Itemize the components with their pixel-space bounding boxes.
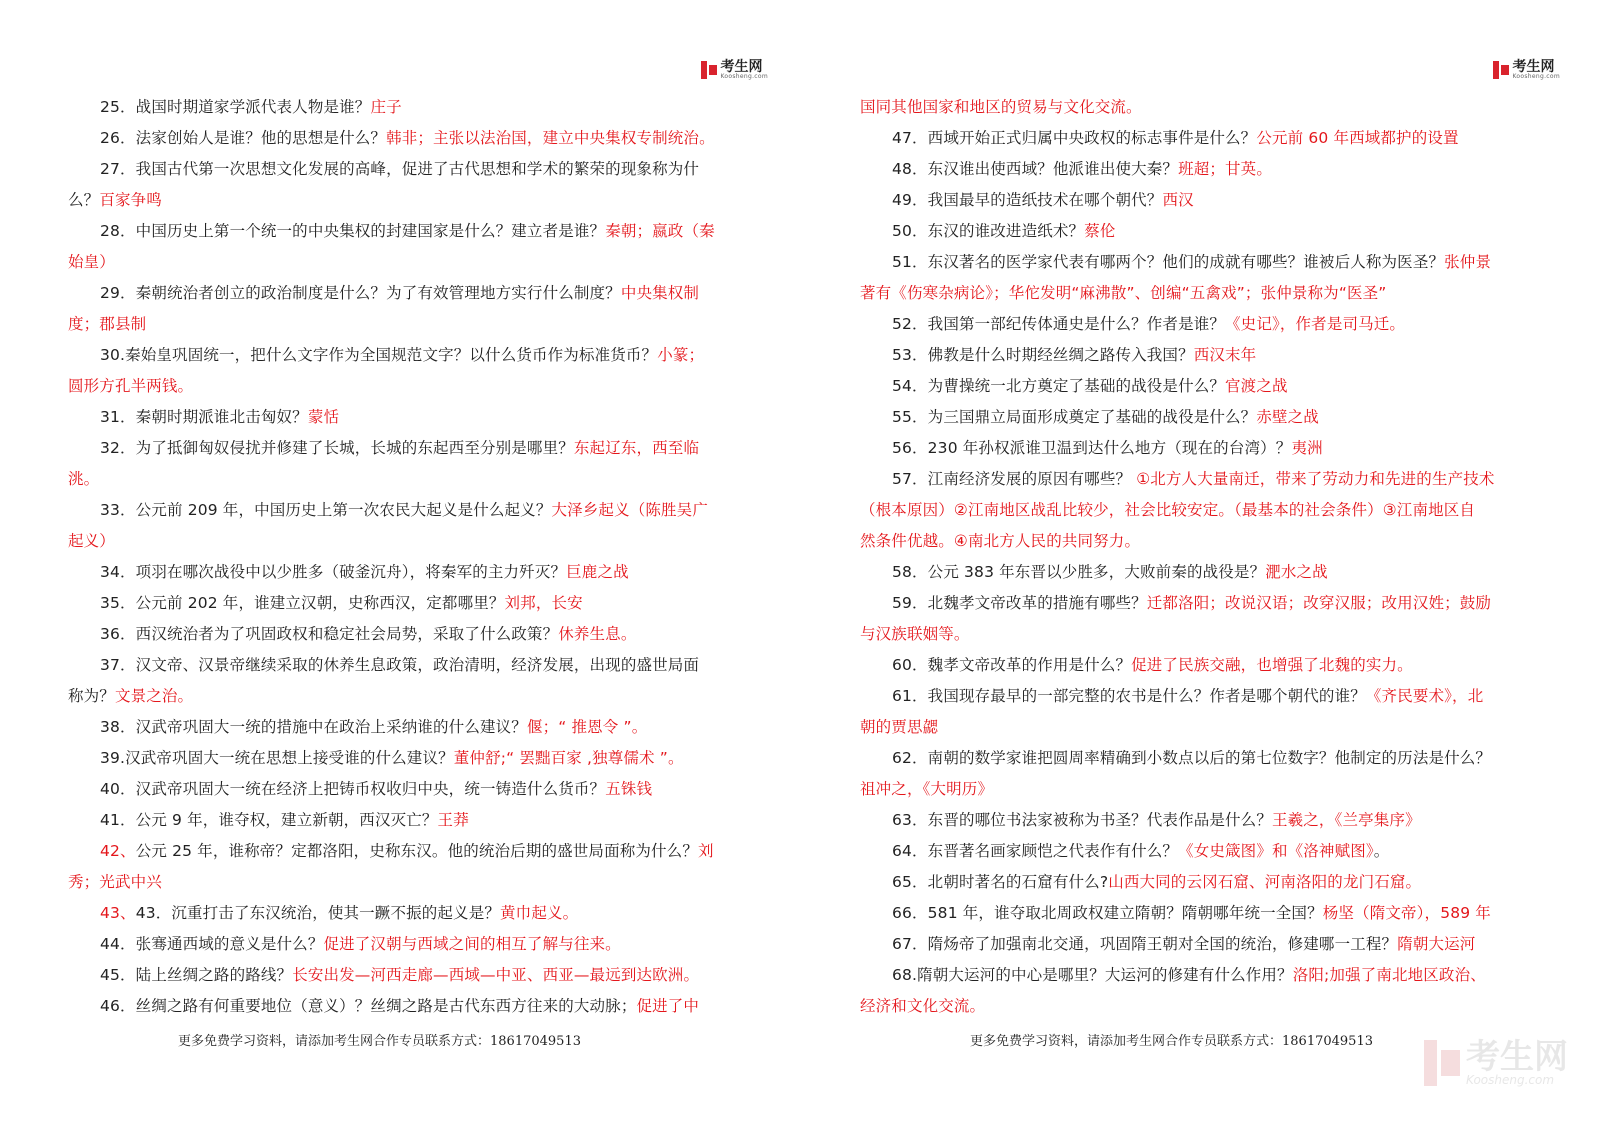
qa-line (68, 774, 708, 805)
qa-line (68, 526, 708, 557)
qa-line (860, 929, 1500, 960)
question-text: 41．公元 9 年，谁夺权，建立新朝，西汉灭亡？ (100, 811, 438, 829)
qa-line (68, 402, 708, 433)
left-qa-list (68, 92, 715, 1022)
question-text: 54．为曹操统一北方奠定了基础的战役是什么？ (892, 377, 1226, 395)
question-text: 58．公元 383 年东晋以少胜多，大败前秦的战役是？ (892, 563, 1266, 581)
answer-text: 始皇） (68, 253, 115, 271)
answer-text: 洮。 (68, 470, 100, 488)
answer-text: 西汉 (1162, 191, 1194, 209)
qa-line (68, 123, 715, 154)
question-text: 53．佛教是什么时期经丝绸之路传入我国？ (892, 346, 1194, 364)
answer-text: 长安出发—河西走廊—西域—中亚、西亚—最远到达欧洲。 (292, 966, 700, 984)
answer-text: 官渡之战 (1225, 377, 1288, 395)
qa-line (68, 650, 708, 681)
qa-line (68, 495, 708, 526)
logo-subtext: Koosheng.com (720, 73, 768, 80)
answer-text: 迁都洛阳；改说汉语；改穿汉服；改用汉姓；鼓励 (1146, 594, 1492, 612)
question-text: 称为？ (68, 687, 115, 705)
question-text: 25．战国时期道家学派代表人物是谁？ (100, 98, 371, 116)
question-text: 28．中国历史上第一个统一的中央集权的封建国家是什么？建立者是谁？ (100, 222, 606, 240)
qa-line (860, 867, 1500, 898)
qa-line (860, 92, 1500, 123)
answer-text: 张仲景 (1444, 253, 1492, 271)
watermark-text: 考生网 (1466, 1037, 1568, 1077)
qa-line (68, 247, 708, 278)
qa-line (860, 495, 1500, 526)
answer-text: 刘邦，长安 (504, 594, 583, 612)
answer-text: 黄巾起义。 (500, 904, 579, 922)
qa-line (860, 619, 1500, 650)
question-text: 68.隋朝大运河的中心是哪里？大运河的修建有什么作用？ (892, 966, 1293, 984)
qa-line (860, 154, 1500, 185)
qa-line (68, 309, 708, 340)
qa-line (68, 340, 708, 371)
answer-text: 赤壁之战 (1256, 408, 1319, 426)
qa-line (860, 309, 1500, 340)
answer-text: 洛阳;加强了南北地区政治、 (1292, 966, 1486, 984)
question-text: 61．我国现存最早的一部完整的农书是什么？作者是哪个朝代的谁？ (892, 687, 1366, 705)
logo-subtext: Koosheng.com (1512, 73, 1560, 80)
qa-line (68, 92, 708, 123)
answer-text: 促进了汉朝与西域之间的相互了解与往来。 (323, 935, 621, 953)
qa-line (68, 712, 708, 743)
question-text: 37．汉文帝、汉景帝继续采取的休养生息政策，政治清明，经济发展，出现的盛世局面 (100, 656, 700, 674)
answer-text: 《女史箴图》和《洛神赋图》 (1178, 842, 1374, 860)
qa-line (860, 402, 1500, 433)
qa-line (68, 743, 708, 774)
answer-text: 经济和文化交流。 (860, 997, 986, 1015)
right-page (860, 0, 1560, 1131)
answer-text: 然条件优越。④南北方人民的共同努力。 (860, 532, 1141, 550)
qa-line (860, 960, 1500, 991)
qa-line (68, 619, 708, 650)
answer-text: 著有《伤寒杂病论》；华佗发明“麻沸散”、创编“五禽戏”；张仲景称为“医圣” (860, 284, 1387, 302)
logo-text: 考生网 (1512, 59, 1555, 75)
qa-line (68, 836, 714, 867)
question-text: 34．项羽在哪次战役中以少胜多（破釜沉舟），将秦军的主力歼灭？ (100, 563, 567, 581)
answer-text: ①北方人大量南迁，带来了劳动力和先进的生产技术 (1136, 470, 1495, 488)
question-text: 31．秦朝时期派谁北击匈奴？ (100, 408, 308, 426)
qa-line (68, 464, 708, 495)
qa-line (860, 712, 1500, 743)
answer-text: 中央集权制 (620, 284, 700, 302)
qa-line (860, 805, 1500, 836)
footer-contact: 更多免费学习资料，请添加考生网合作专员联系方式：18617049513 (970, 1034, 1373, 1049)
qa-line (68, 681, 708, 712)
qa-line (860, 650, 1500, 681)
question-text: 46．丝绸之路有何重要地位（意义）？丝绸之路是古代东西方往来的大动脉； (100, 997, 637, 1015)
answer-text: 起义） (68, 532, 115, 550)
question-text: 60．魏孝文帝改革的作用是什么？ (892, 656, 1132, 674)
answer-text: 刘 (697, 842, 714, 860)
answer-text: 42、 (100, 842, 136, 860)
qa-line (68, 588, 708, 619)
question-text: 26．法家创始人是谁？他的思想是什么？ (100, 129, 387, 147)
question-text: 38．汉武帝巩固大一统的措施中在政治上采纳谁的什么建议？ (100, 718, 527, 736)
answer-text: 祖冲之，《大明历》 (860, 780, 994, 798)
answer-text: （根本原因）②江南地区战乱比较少，社会比较安定。（最基本的社会条件）③江南地区自 (860, 501, 1476, 519)
qa-line (860, 433, 1500, 464)
qa-line (860, 836, 1500, 867)
qa-line (860, 588, 1500, 619)
question-text: 47．西域开始正式归属中央政权的标志事件是什么？ (892, 129, 1257, 147)
question-text: 35．公元前 202 年，谁建立汉朝，史称西汉，定都哪里？ (100, 594, 505, 612)
answer-text: 山西大同的云冈石窟、河南洛阳的龙门石窟。 (1108, 873, 1422, 891)
answer-text: 蔡伦 (1084, 222, 1116, 240)
qa-line (68, 960, 708, 991)
answer-text: 与汉族联姻等。 (860, 625, 970, 643)
answer-text: 43、 (100, 904, 136, 922)
answer-text: 西汉末年 (1193, 346, 1257, 364)
logo-mark-icon (1493, 61, 1509, 79)
question-text: 39.汉武帝巩固大一统在思想上接受谁的什么建议？ (100, 749, 454, 767)
question-text: 50．东汉的谁改进造纸术？ (892, 222, 1085, 240)
answer-text: 大泽乡起义（陈胜吴广 (551, 501, 708, 519)
qa-line (68, 991, 708, 1022)
answer-text: 文景之治。 (114, 687, 194, 705)
answer-text: 偃；“ 推恩令 ”。 (526, 718, 648, 736)
question-text: 30.秦始皇巩固统一，把什么文字作为全国规范文字？以什么货币作为标准货币？ (100, 346, 658, 364)
watermark-logo (1424, 1037, 1568, 1087)
qa-line (68, 929, 708, 960)
qa-line (860, 371, 1500, 402)
answer-text: 杨坚（隋文帝），589 年 (1322, 904, 1491, 922)
answer-text: 促进了民族交融，也增强了北魏的实力。 (1131, 656, 1413, 674)
left-page (68, 0, 768, 1131)
qa-line (68, 805, 708, 836)
answer-text: 百家争鸣 (99, 191, 162, 209)
qa-line (860, 526, 1500, 557)
right-qa-list (860, 92, 1500, 1022)
question-text: 32．为了抵御匈奴侵扰并修建了长城，长城的东起西至分别是哪里？ (100, 439, 574, 457)
question-text: 56．230 年孙权派谁卫温到达什么地方（现在的台湾）？ (892, 439, 1292, 457)
answer-text: 庄子 (370, 98, 402, 116)
qa-line (68, 867, 708, 898)
kaoshengwang-logo (1493, 60, 1560, 80)
answer-text: 小篆； (657, 346, 705, 364)
question-text: 33．公元前 209 年，中国历史上第一次农民大起义是什么起义？ (100, 501, 552, 519)
answer-text: 五铢钱 (605, 780, 653, 798)
qa-line (860, 247, 1500, 278)
qa-line (860, 774, 1500, 805)
answer-text: 度；郡县制 (68, 315, 147, 333)
qa-line (68, 557, 708, 588)
question-text: 67．隋炀帝了加强南北交通，巩固隋王朝对全国的统治，修建哪一工程？ (892, 935, 1398, 953)
answer-text: 班超；甘英。 (1178, 160, 1272, 178)
question-text: 29．秦朝统治者创立的政治制度是什么？为了有效管理地方实行什么制度？ (100, 284, 621, 302)
answer-text: 王莽 (437, 811, 469, 829)
qa-line (860, 185, 1500, 216)
question-text: 27．我国古代第一次思想文化发展的高峰，促进了古代思想和学术的繁荣的现象称为什 (100, 160, 700, 178)
question-text: 40．汉武帝巩固大一统在经济上把铸币权收归中央，统一铸造什么货币？ (100, 780, 606, 798)
qa-line (68, 154, 708, 185)
qa-line (68, 216, 715, 247)
qa-line (860, 743, 1500, 774)
question-text: 57．江南经济发展的原因有哪些？ (892, 470, 1137, 488)
qa-line (68, 371, 708, 402)
question-text: 45．陆上丝绸之路的路线？ (100, 966, 293, 984)
question-text: 公元 25 年，谁称帝？定都洛阳，史称东汉。他的统治后期的盛世局面称为什么？ (135, 842, 698, 860)
question-text: 么？ (68, 191, 100, 209)
question-text: 59．北魏孝文帝改革的措施有哪些？ (892, 594, 1147, 612)
qa-line (860, 216, 1500, 247)
question-text: 52．我国第一部纪传体通史是什么？作者是谁？ (892, 315, 1226, 333)
question-text: 49．我国最早的造纸技术在哪个朝代？ (892, 191, 1163, 209)
watermark-mark-icon (1424, 1040, 1460, 1086)
question-text: 48．东汉谁出使西域？他派谁出使大秦？ (892, 160, 1179, 178)
logo-mark-icon (701, 61, 717, 79)
qa-line (860, 991, 1500, 1022)
qa-line (68, 278, 708, 309)
question-text: 36．西汉统治者为了巩固政权和稳定社会局势，采取了什么政策？ (100, 625, 559, 643)
answer-text: 夷洲 (1291, 439, 1323, 457)
answer-text: 公元前 60 年西域都护的设置 (1256, 129, 1459, 147)
answer-text: 东起辽东，西至临 (573, 439, 700, 457)
answer-text: 朝的贾思勰 (860, 718, 939, 736)
answer-text: 秀；光武中兴 (68, 873, 162, 891)
qa-line (68, 185, 708, 216)
qa-line (860, 123, 1500, 154)
answer-text: 休养生息。 (558, 625, 637, 643)
footer-contact: 更多免费学习资料，请添加考生网合作专员联系方式：18617049513 (178, 1034, 581, 1049)
answer-text: 圆形方孔半两钱。 (68, 377, 194, 395)
logo-text: 考生网 (720, 59, 763, 75)
qa-line (68, 433, 708, 464)
question-text: 66．581 年，谁夺取北周政权建立隋朝？隋朝哪年统一全国？ (892, 904, 1323, 922)
watermark-subtext: Koosheng.com (1466, 1073, 1555, 1087)
answer-text: 国同其他国家和地区的贸易与文化交流。 (860, 98, 1142, 116)
qa-line (860, 278, 1500, 309)
question-text: 51．东汉著名的医学家代表有哪两个？他们的成就有哪些？谁被后人称为医圣？ (892, 253, 1445, 271)
answer-text: 王羲之，《兰亭集序》 (1271, 811, 1421, 829)
question-text: 。 (1373, 842, 1390, 860)
answer-text: 巨鹿之战 (566, 563, 629, 581)
qa-line (860, 464, 1500, 495)
answer-text: 蒙恬 (307, 408, 340, 426)
question-text: 43．沉重打击了东汉统治，使其一蹶不振的起义是？ (135, 904, 501, 922)
question-text: 65．北朝时著名的石窟有什么? (892, 873, 1109, 891)
qa-line (860, 898, 1500, 929)
qa-line (68, 898, 708, 929)
kaoshengwang-logo (701, 60, 768, 80)
question-text: 44．张骞通西域的意义是什么？ (100, 935, 324, 953)
question-text: 55．为三国鼎立局面形成奠定了基础的战役是什么？ (892, 408, 1257, 426)
answer-text: 秦朝；嬴政（秦 (605, 222, 715, 240)
qa-line (860, 557, 1500, 588)
question-text: 62．南朝的数学家谁把圆周率精确到小数点以后的第七位数字？他制定的历法是什么？ (892, 749, 1492, 767)
question-text: 64．东晋著名画家顾恺之代表作有什么？ (892, 842, 1179, 860)
question-text: 63．东晋的哪位书法家被称为书圣？代表作品是什么？ (892, 811, 1272, 829)
answer-text: 促进了中 (636, 997, 700, 1015)
answer-text: 《史记》，作者是司马迁。 (1225, 315, 1406, 333)
answer-text: 隋朝大运河 (1397, 935, 1476, 953)
answer-text: 淝水之战 (1265, 563, 1328, 581)
answer-text: 董仲舒;“ 罢黜百家 ,独尊儒术 ”。 (453, 749, 684, 767)
answer-text: 韩非；主张以法治国，建立中央集权专制统治。 (386, 129, 715, 147)
qa-line (860, 340, 1500, 371)
qa-line (860, 681, 1500, 712)
answer-text: 《齐民要术》，北 (1365, 687, 1484, 705)
